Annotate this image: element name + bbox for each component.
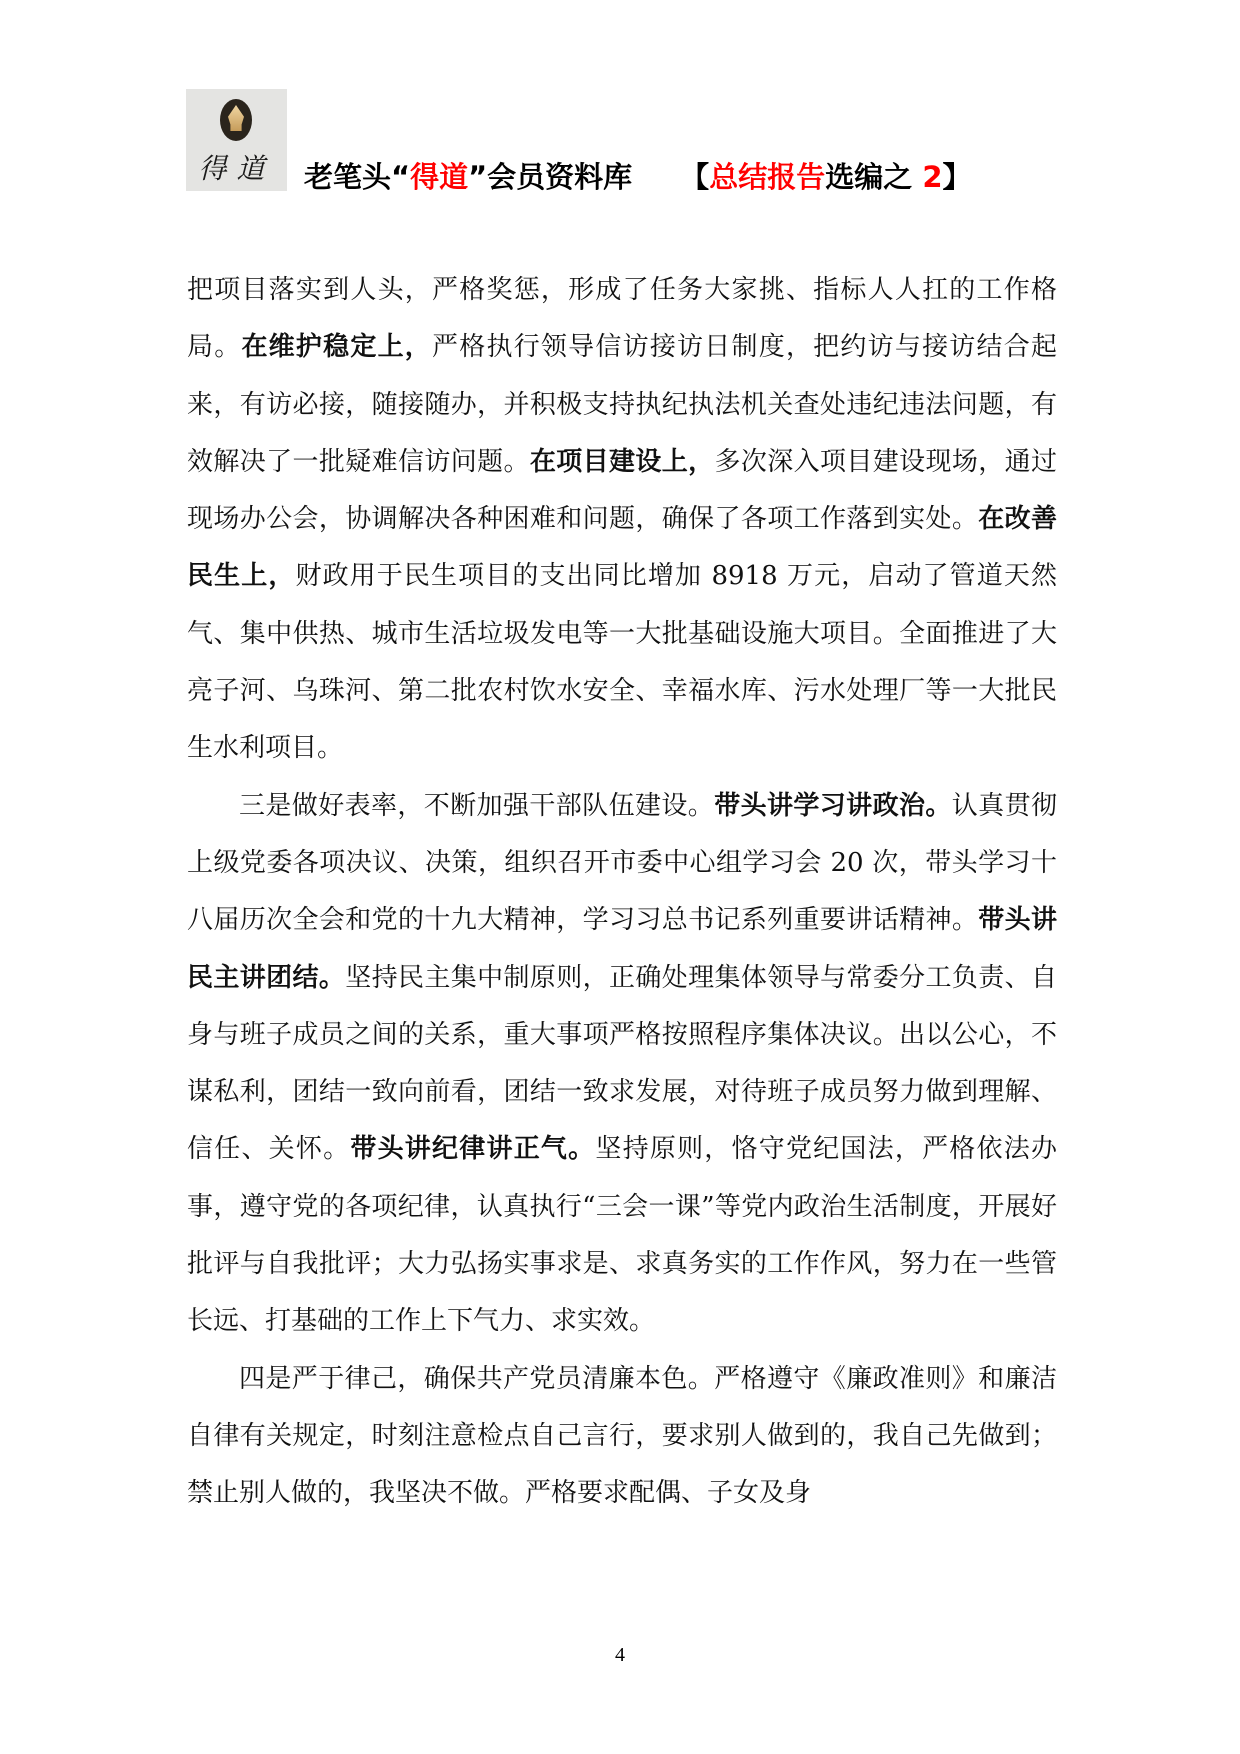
bold-heading-run: 带头讲纪律讲正气。 bbox=[350, 1134, 596, 1165]
document-body bbox=[187, 262, 1057, 1523]
title-bracket-close: 】 bbox=[942, 160, 972, 194]
text-run: 坚持原则，恪守党纪国法，严格依法办事，遵守党的各项纪律，认真执行“三会一课”等党内政治生活制度，开展好批评与自我批评；大力弘扬实事求是、求真务实的工作作风，努力在一些管长远、打基础的工作上下气力、求实效。 bbox=[187, 1134, 1057, 1337]
title-part: 会员资料库 bbox=[487, 160, 633, 194]
page-number: 4 bbox=[615, 1644, 625, 1666]
title-part: 老笔头 bbox=[304, 160, 392, 194]
bold-heading-run: 带头讲民主讲团结。 bbox=[187, 905, 1057, 993]
text-run: 三是做好表率，不断加强干部队伍建设。 bbox=[239, 790, 715, 821]
text-run: 四是严于律己，确保共产党员清廉本色。严格遵守《廉政准则》和廉洁自律有关规定，时刻注意检点自己言行，要求别人做到的，我自己先做到；禁止别人做的，我坚决不做。严格要求配偶、子女及身 bbox=[187, 1363, 1057, 1509]
bold-heading-run: 带头讲学习讲政治。 bbox=[714, 790, 952, 821]
text-run: 认真贯彻上级党委各项决议、决策，组织召开市委中心组学习会 20 次，带头学习十八届历次全会和党的十九大精神，学习习总书记系列重要讲话精神。 bbox=[187, 790, 1057, 936]
title-highlight-summary: 总结报告 bbox=[709, 160, 826, 194]
bold-heading-run: 在维护稳定上， bbox=[241, 332, 433, 363]
text-run: 多次深入项目建设现场，通过现场办公会，协调解决各种困难和问题，确保了各项工作落到实处。 bbox=[187, 446, 1057, 535]
title-volume-number: 2 bbox=[922, 160, 943, 194]
logo bbox=[186, 89, 287, 191]
text-run: 坚持民主集中制原则，正确处理集体领导与常委分工负责、自身与班子成员之间的关系，重大事项严格按照程序集体决议。出以公心，不谋私利，团结一致向前看，团结一致求发展，对待班子成员努力做到理解、信任、关怀。 bbox=[187, 962, 1057, 1165]
page-header-title bbox=[304, 155, 972, 196]
fountain-pen-nib-icon bbox=[220, 99, 252, 141]
title-bracket-open: 【 bbox=[680, 160, 710, 194]
title-quote-close: ” bbox=[468, 160, 488, 194]
title-quote-open: “ bbox=[391, 160, 411, 194]
logo-text: 得道 bbox=[198, 152, 275, 185]
bold-heading-run: 在改善民生上， bbox=[187, 504, 1057, 592]
title-part: 选编之 bbox=[825, 160, 923, 194]
text-run: 严格执行领导信访接访日制度，把约访与接访结合起来，有访必接，随接随办，并积极支持执纪执法机关查处违纪违法问题，有效解决了一批疑难信访问题。 bbox=[187, 332, 1057, 477]
bold-heading-run: 在项目建设上， bbox=[529, 446, 715, 477]
paragraph bbox=[187, 778, 1057, 1351]
title-highlight-dedao: 得道 bbox=[410, 160, 469, 194]
paragraph bbox=[187, 1351, 1057, 1523]
paragraph bbox=[187, 262, 1057, 778]
text-run: 把项目落实到人头，严格奖惩，形成了任务大家挑、指标人人扛的工作格局。 bbox=[187, 275, 1057, 363]
text-run: 财政用于民生项目的支出同比增加 8918 万元，启动了管道天然气、集中供热、城市生活垃圾发电等一大批基础设施大项目。全面推进了大亮子河、乌珠河、第二批农村饮水安全、幸福水库、污水处理厂等一大批民生水利项目。 bbox=[187, 561, 1057, 764]
